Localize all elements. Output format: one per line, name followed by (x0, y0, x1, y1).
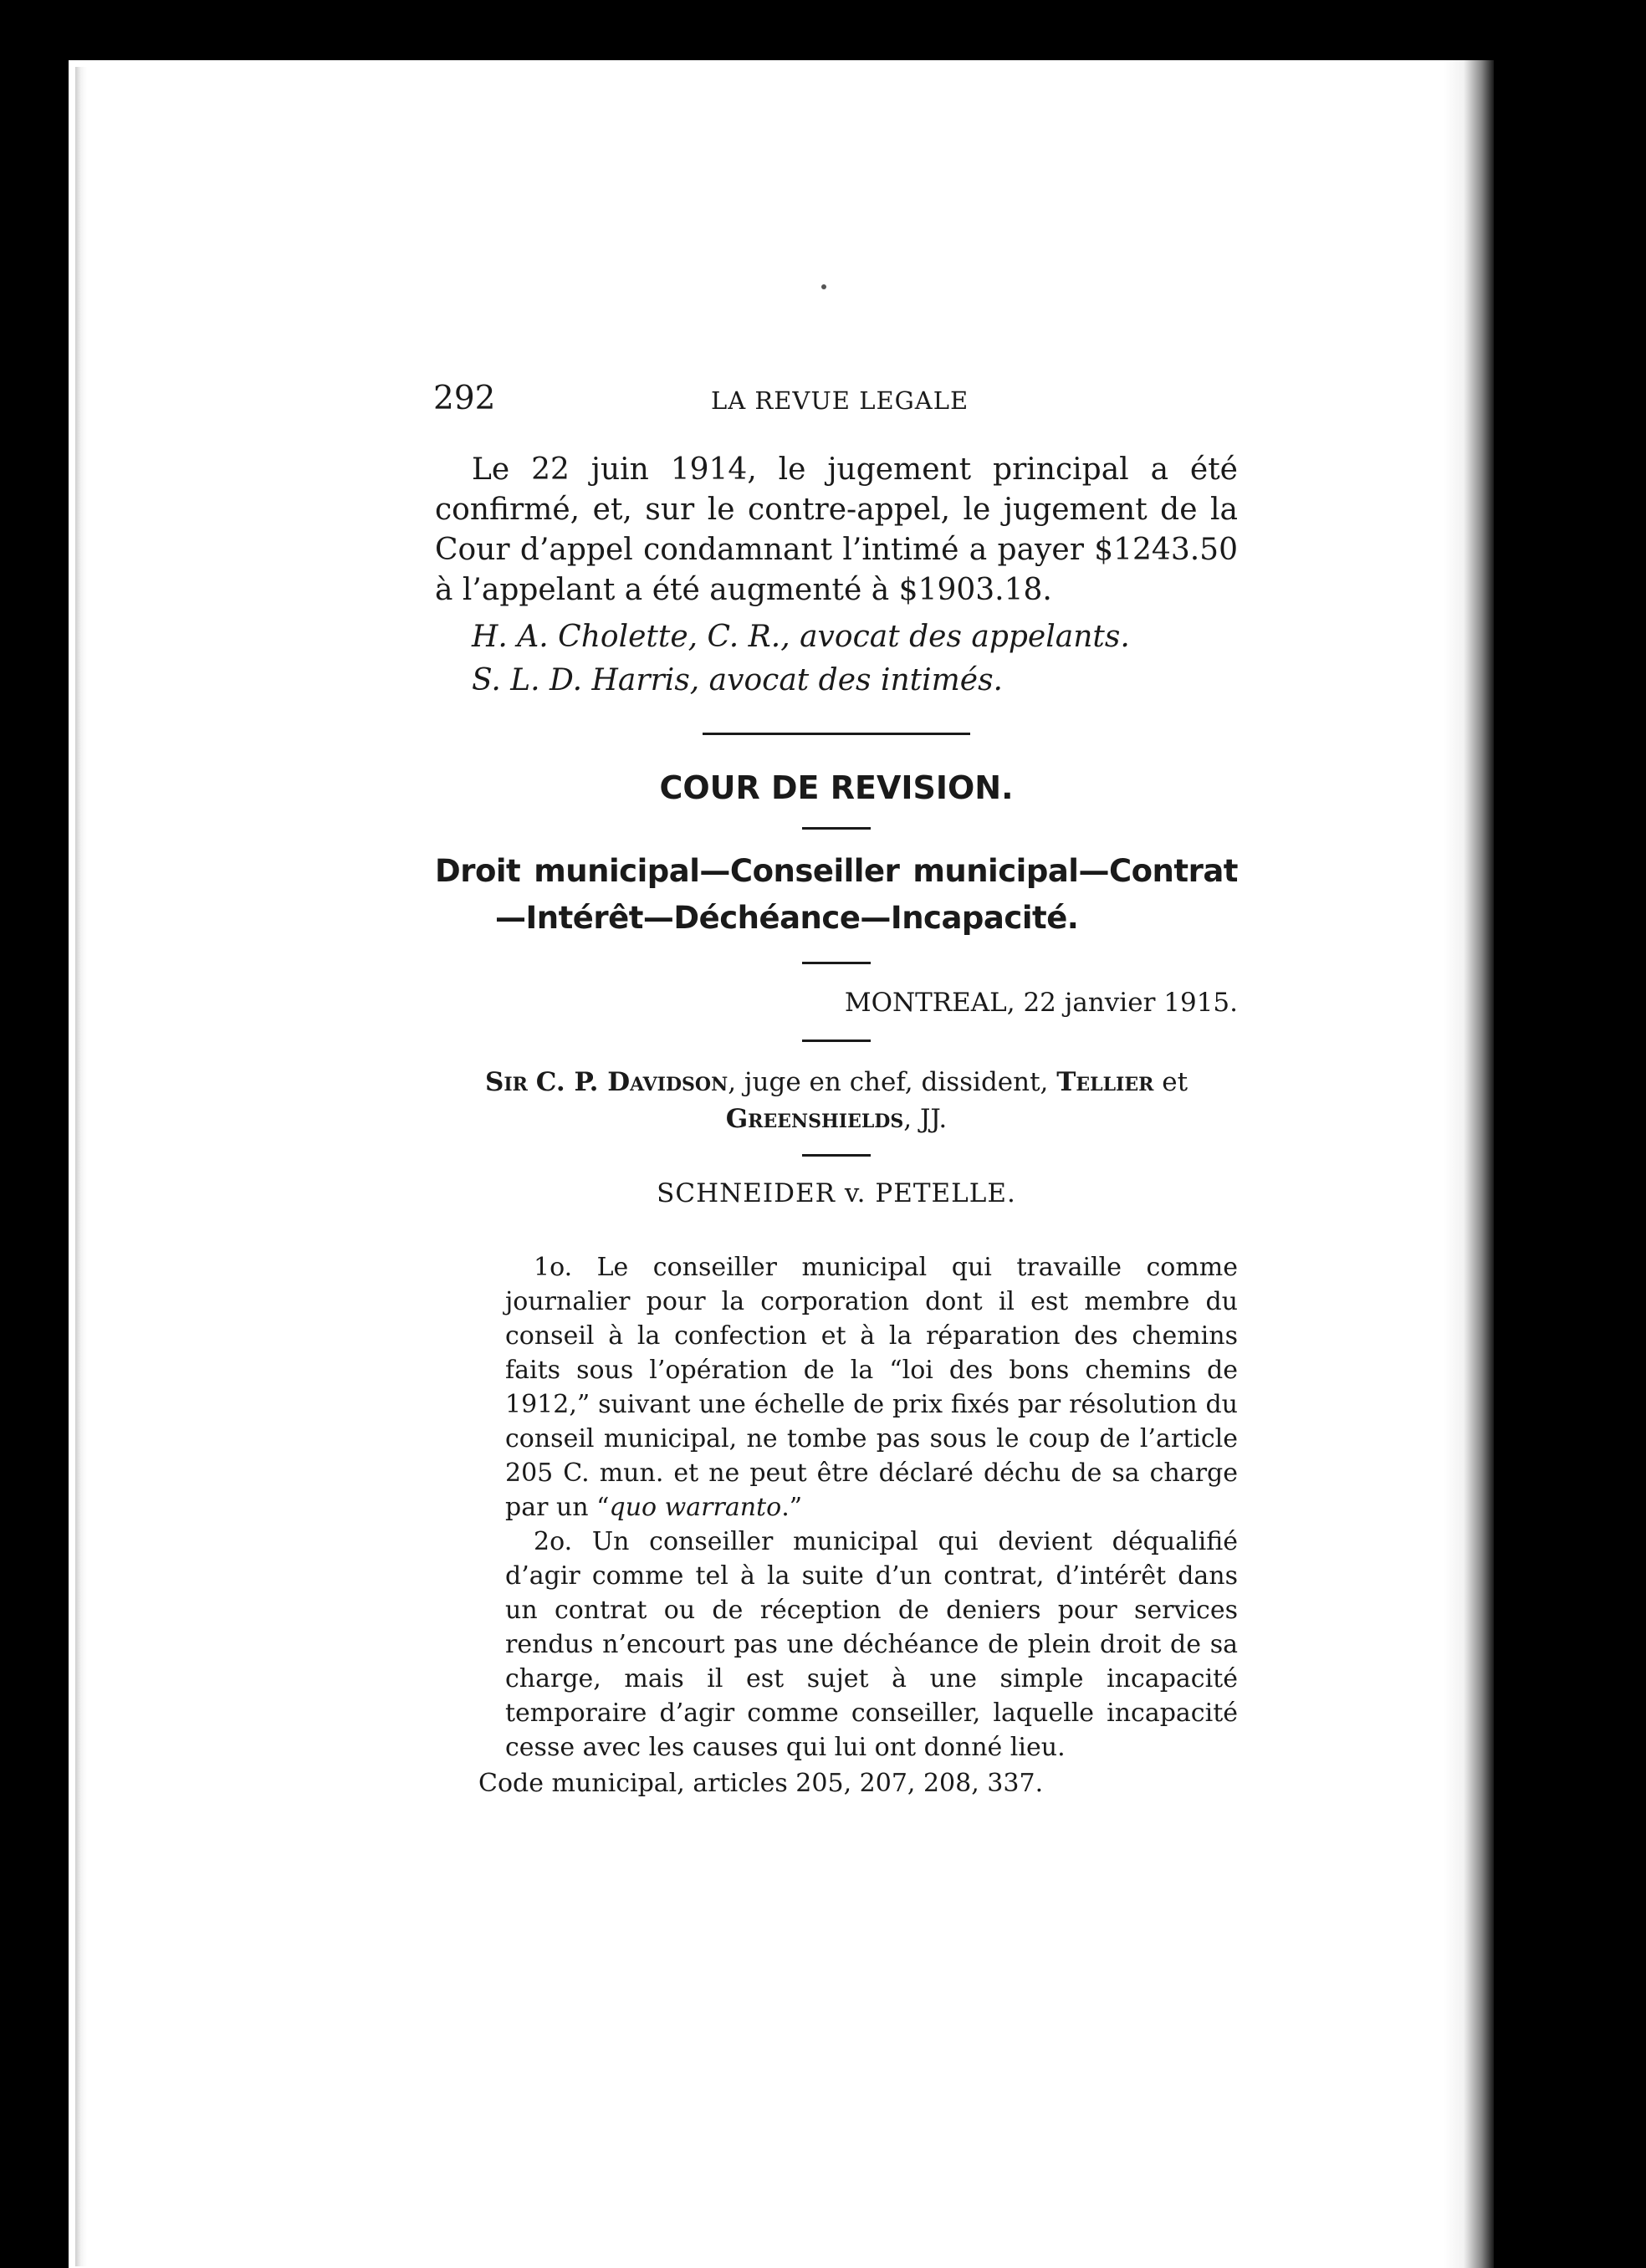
divider-rule (802, 827, 871, 830)
page-number: 292 (433, 380, 496, 417)
headnote-1-text: 1o. Le conseiller municipal qui travaille comme journalier pour la corporation dont il est membre du conseil à la confection et à la réparation des chemins faits sous l’opération de la “loi des bons chemins de 1912,” suivant une échelle de prix fixés par résolution du conseil municipal, ne tombe pas sous le coup de l’article 205 C. mun. et ne peut être déclaré déchu de sa charge par un “ (505, 1253, 1238, 1522)
counsel-appellants: H. A. Cholette, C. R., avocat des appelants. (472, 620, 1130, 654)
divider-rule (802, 1040, 871, 1042)
judge-title: Sir (484, 1067, 528, 1097)
page-body (435, 450, 1238, 1801)
judges-line (435, 1064, 1238, 1137)
chief-justice-role: , juge en chef, dissident, (728, 1067, 1057, 1097)
headnote-1-end: .” (781, 1493, 803, 1522)
judge-name: Tellier (1056, 1067, 1154, 1097)
chief-justice (536, 1067, 728, 1097)
divider-rule (802, 1154, 871, 1157)
divider-rule (802, 962, 871, 964)
judge-name: Greenshields (725, 1104, 904, 1134)
conjunction: et (1153, 1067, 1188, 1097)
judges-suffix: , JJ. (903, 1104, 948, 1134)
page-edge-left (75, 67, 87, 2266)
speck (821, 284, 826, 289)
counsel-respondents: S. L. D. Harris, avocat des intimés. (472, 663, 1003, 697)
headnote-2: 2o. Un conseiller municipal qui devient déqualifié d’agir comme tel à la suite d’un contrat, d’intérêt dans un contrat ou de réception de deniers pour services rendus n’encourt pas une déchéance de plein droit de sa charge, mais il est sujet à une simple incapacité temporaire d’agir comme conseiller, laquelle incapacité cesse avec les causes qui lui ont donné lieu. (505, 1527, 1238, 1762)
headnote-1 (505, 1250, 1238, 1525)
court-heading: COUR DE REVISION. (659, 769, 1014, 806)
opening-paragraph: Le 22 juin 1914, le jugement principal a été confirmé, et, sur le contre-appel, le jugement de la Cour d’appel condamnant l’intimé a payer $1243.50 à l’appelant a été augmenté à $1903.18. (435, 452, 1238, 607)
headnote-1-latin: quo warranto (609, 1493, 782, 1522)
section-divider (703, 733, 970, 735)
case-parties: SCHNEIDER v. PETELLE. (657, 1178, 1016, 1208)
place-date: MONTREAL, 22 janvier 1915. (844, 988, 1238, 1018)
chief-justice-name: C. P. Davidson (535, 1067, 728, 1097)
code-reference: Code municipal, articles 205, 207, 208, 337. (478, 1769, 1044, 1798)
page-header (433, 378, 1236, 420)
running-title: LA REVUE LEGALE (711, 386, 969, 415)
headnotes (435, 1250, 1238, 1765)
page-edge-right (1444, 60, 1494, 2268)
subject-heading: Droit municipal—Conseiller municipal—Contrat—Intérêt—Déchéance—Incapacité. (435, 853, 1238, 936)
